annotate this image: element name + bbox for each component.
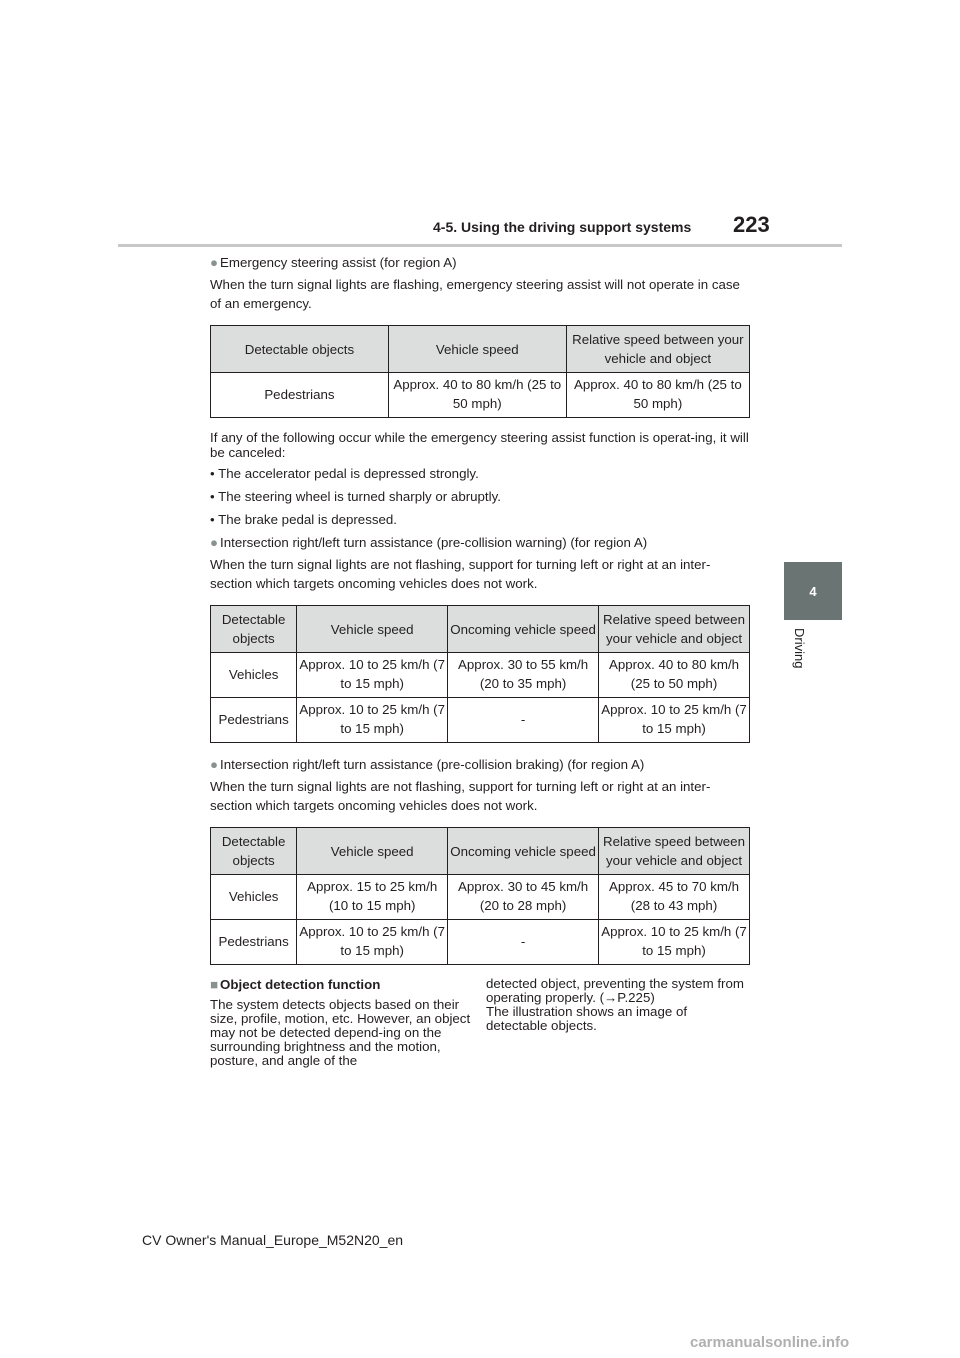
left-column xyxy=(210,977,474,1068)
table-cell: - xyxy=(448,698,599,743)
table-cell: Approx. 10 to 25 km/h (7 to 15 mph) xyxy=(297,920,448,965)
table-row xyxy=(211,698,750,743)
table-cell: Approx. 45 to 70 km/h (28 to 43 mph) xyxy=(599,875,750,920)
table-header-cell: Vehicle speed xyxy=(388,326,566,373)
table-cell: Pedestrians xyxy=(211,698,297,743)
spec-table-emergency-steering xyxy=(210,325,750,418)
paragraph: When the turn signal lights are not flashing, support for turning left or right at an inter-section which targets oncoming vehicles does not work. xyxy=(210,779,711,813)
watermark: carmanualsonline.info xyxy=(690,1334,850,1351)
paragraph: detected object, preventing the system from operating properly. (→P.225) xyxy=(486,976,744,1005)
table-cell: Approx. 10 to 25 km/h (7 to 15 mph) xyxy=(599,920,750,965)
table-row xyxy=(211,875,750,920)
section-header-title: 4-5. Using the driving support systems xyxy=(433,219,692,235)
table-header-cell: Relative speed between your vehicle and object xyxy=(566,326,749,373)
table-row xyxy=(211,920,750,965)
table-cell: Approx. 10 to 25 km/h (7 to 15 mph) xyxy=(297,698,448,743)
table-cell: Vehicles xyxy=(211,653,297,698)
bullet-icon: ● xyxy=(210,535,219,550)
table-header-cell: Oncoming vehicle speed xyxy=(448,828,599,875)
bullet-icon: ● xyxy=(210,255,219,270)
table-header-cell: Vehicle speed xyxy=(297,828,448,875)
table-cell: Approx. 10 to 25 km/h (7 to 15 mph) xyxy=(599,698,750,743)
chapter-tab-number: 4 xyxy=(809,583,817,599)
chapter-tab-label: Driving xyxy=(792,628,807,669)
header-divider xyxy=(118,244,842,247)
paragraph: If any of the following occur while the emergency steering assist function is operat-ing, it will be canceled: xyxy=(210,430,749,460)
chapter-tab xyxy=(784,562,842,620)
main-content xyxy=(210,253,750,1068)
table-cell: Vehicles xyxy=(211,875,297,920)
table-header-row xyxy=(211,828,750,875)
table-header-cell: Oncoming vehicle speed xyxy=(448,606,599,653)
paragraph: When the turn signal lights are not flashing, support for turning left or right at an inter-section which targets oncoming vehicles does not work. xyxy=(210,557,711,591)
table-cell: Approx. 40 to 80 km/h (25 to 50 mph) xyxy=(388,373,566,418)
table-row xyxy=(211,653,750,698)
list-item: • The accelerator pedal is depressed strongly. xyxy=(210,466,479,481)
table-row xyxy=(211,373,750,418)
table-cell: Approx. 40 to 80 km/h (25 to 50 mph) xyxy=(566,373,749,418)
section-heading: ● Intersection right/left turn assistance (pre-collision braking) (for region A) xyxy=(210,757,645,772)
page-number: 223 xyxy=(733,212,770,237)
paragraph: When the turn signal lights are flashing, emergency steering assist will not operate in case of an emergency. xyxy=(210,277,740,311)
table-header-cell: Detectable objects xyxy=(211,828,297,875)
table-cell: Pedestrians xyxy=(211,373,389,418)
table-header-cell: Relative speed between your vehicle and object xyxy=(599,828,750,875)
subsection-title: ■ Object detection function xyxy=(210,977,381,992)
table-header-row xyxy=(211,326,750,373)
section-heading: ● Intersection right/left turn assistance (pre-collision warning) (for region A) xyxy=(210,535,648,550)
list-item: • The steering wheel is turned sharply or abruptly. xyxy=(210,489,501,504)
table-cell: Approx. 15 to 25 km/h (10 to 15 mph) xyxy=(297,875,448,920)
table-header-cell: Relative speed between your vehicle and object xyxy=(599,606,750,653)
table-header-cell: Vehicle speed xyxy=(297,606,448,653)
table-cell: Approx. 30 to 45 km/h (20 to 28 mph) xyxy=(448,875,599,920)
paragraph: The illustration shows an image of detectable objects. xyxy=(486,1004,688,1033)
two-column-section xyxy=(210,977,750,1068)
right-column xyxy=(474,977,750,1068)
table-cell: Pedestrians xyxy=(211,920,297,965)
table-header-cell: Detectable objects xyxy=(211,606,297,653)
table-cell: Approx. 10 to 25 km/h (7 to 15 mph) xyxy=(297,653,448,698)
table-cell: Approx. 40 to 80 km/h (25 to 50 mph) xyxy=(599,653,750,698)
spec-table-turn-warning xyxy=(210,605,750,743)
section-heading: ● Emergency steering assist (for region A) xyxy=(210,255,457,270)
table-header-row xyxy=(211,606,750,653)
table-cell: - xyxy=(448,920,599,965)
spec-table-turn-braking xyxy=(210,827,750,965)
table-header-cell: Detectable objects xyxy=(211,326,389,373)
manual-footer: CV Owner's Manual_Europe_M52N20_en xyxy=(142,1232,404,1248)
square-bullet-icon: ■ xyxy=(210,977,219,992)
list-item: • The brake pedal is depressed. xyxy=(210,512,397,527)
paragraph: The system detects objects based on their size, profile, motion, etc. However, an object may not be detected depend-ing on the surrounding brightness and the motion, posture, and angle of the xyxy=(210,997,471,1068)
table-cell: Approx. 30 to 55 km/h (20 to 35 mph) xyxy=(448,653,599,698)
bullet-icon: ● xyxy=(210,757,219,772)
